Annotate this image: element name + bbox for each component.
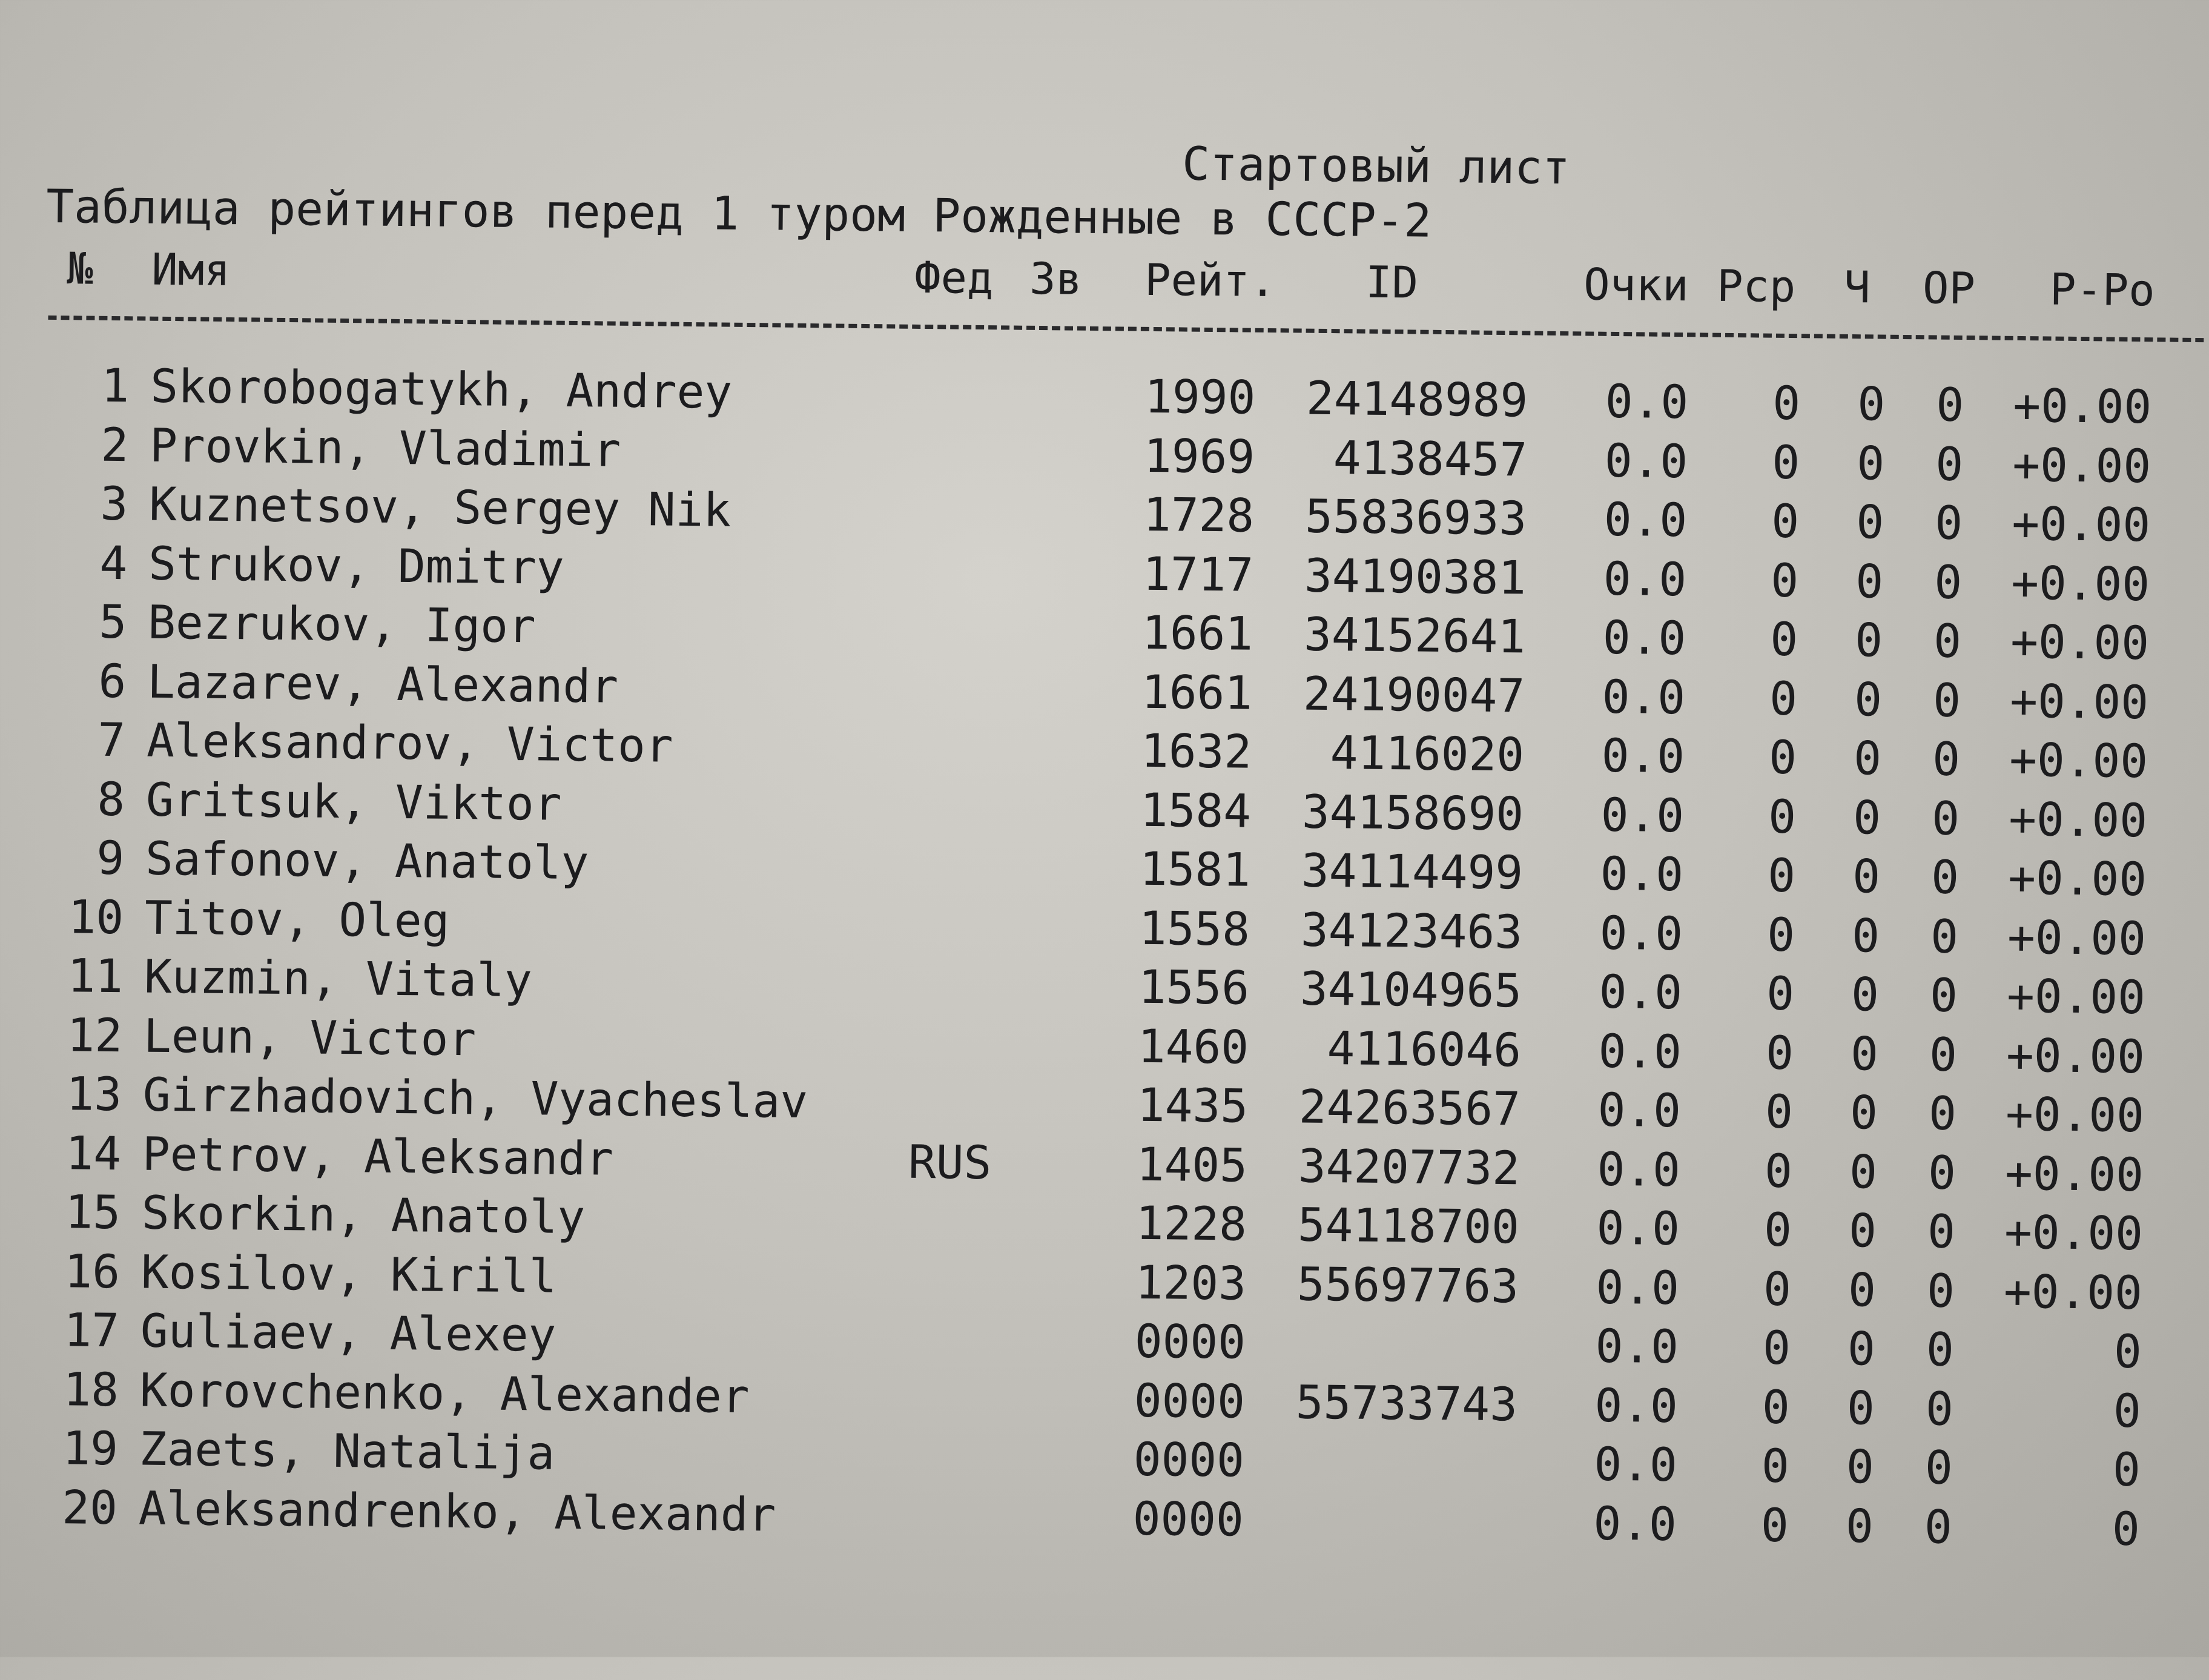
cell-name: Lazarev, Alexandr	[147, 654, 619, 713]
cell-op: 0	[1933, 555, 1963, 609]
cell-ch: 0	[1846, 1380, 1875, 1435]
cell-name: Kosilov, Kirill	[140, 1245, 557, 1303]
cell-rcp: 0	[1762, 1380, 1791, 1434]
cell-op: 0	[1927, 1204, 1956, 1258]
cell-rating: 1435	[1137, 1077, 1249, 1133]
cell-num: 12	[67, 1007, 123, 1062]
cell-rpo: +0.00	[2010, 614, 2150, 670]
cell-rcp: 0	[1766, 966, 1795, 1021]
cell-op: 0	[1932, 732, 1961, 786]
cell-ch: 0	[1854, 672, 1883, 727]
cell-name: Provkin, Vladimir	[149, 418, 621, 477]
cell-rcp: 0	[1772, 375, 1801, 431]
cell-rating: 1969	[1143, 428, 1255, 484]
cell-name: Petrov, Aleksandr	[142, 1126, 614, 1186]
cell-num: 13	[66, 1067, 122, 1122]
cell-id: 24148989	[1306, 371, 1528, 428]
cell-num: 5	[99, 594, 127, 649]
cell-points: 0.0	[1594, 1437, 1678, 1492]
cell-op: 0	[1933, 613, 1962, 668]
cell-id: 34158690	[1301, 784, 1524, 841]
cell-rcp: 0	[1761, 1438, 1790, 1493]
cell-id: 34190381	[1304, 548, 1527, 604]
cell-num: 6	[98, 653, 127, 708]
cell-rating: 0000	[1134, 1373, 1246, 1429]
cell-points: 0.0	[1602, 610, 1686, 666]
cell-name: Strukov, Dmitry	[148, 536, 565, 595]
cell-num: 10	[68, 889, 124, 944]
cell-rcp: 0	[1765, 1025, 1794, 1080]
header-id: ID	[1365, 256, 1419, 308]
cell-points: 0.0	[1603, 492, 1688, 547]
cell-id: 24263567	[1298, 1079, 1521, 1136]
cell-rpo: +0.00	[2004, 1146, 2144, 1202]
cell-points: 0.0	[1600, 787, 1685, 842]
cell-fed	[917, 367, 1038, 368]
cell-rpo: +0.00	[2006, 1028, 2145, 1083]
cell-rcp: 0	[1771, 435, 1800, 489]
cell-title	[1028, 486, 1100, 487]
cell-points: 0.0	[1595, 1318, 1679, 1374]
cell-rpo: +0.00	[2006, 968, 2146, 1025]
cell-ch: 0	[1851, 908, 1880, 963]
cell-points: 0.0	[1600, 846, 1684, 902]
cell-name: Bezrukov, Igor	[147, 595, 537, 653]
cell-rcp: 0	[1760, 1498, 1789, 1552]
cell-rpo: +0.00	[2004, 1205, 2144, 1261]
cell-rcp: 0	[1762, 1320, 1791, 1375]
cell-rpo: 0	[2112, 1501, 2141, 1556]
cell-id: 55733743	[1295, 1375, 1518, 1431]
cell-rpo: +0.00	[2009, 732, 2148, 789]
cell-rating: 1228	[1135, 1196, 1247, 1251]
cell-op: 0	[1932, 672, 1961, 727]
cell-rating: 1460	[1137, 1019, 1249, 1074]
table-header	[0, 242, 2207, 326]
cell-title	[1027, 545, 1100, 546]
cell-ch: 0	[1851, 967, 1880, 1022]
cell-name: Korovchenko, Alexander	[139, 1363, 750, 1423]
cell-op: 0	[1927, 1145, 1956, 1200]
cell-rpo: 0	[2112, 1442, 2141, 1497]
header-name: Имя	[151, 243, 231, 296]
cell-id: 4116046	[1327, 1020, 1522, 1077]
cell-points: 0.0	[1602, 669, 1686, 724]
header-title: Зв	[1029, 253, 1083, 305]
cell-ch: 0	[1855, 554, 1884, 609]
cell-ch: 0	[1854, 613, 1883, 667]
cell-op: 0	[1935, 377, 1964, 432]
cell-rpo: 0	[2113, 1324, 2142, 1379]
cell-rating: 1584	[1140, 782, 1252, 838]
header-ch: Ч	[1843, 261, 1871, 313]
cell-num: 2	[101, 417, 129, 472]
cell-rcp: 0	[1764, 1143, 1793, 1198]
cell-num: 17	[64, 1303, 120, 1358]
cell-id: 34152641	[1303, 607, 1526, 664]
cell-op: 0	[1924, 1440, 1953, 1495]
cell-id: 34104965	[1299, 961, 1522, 1018]
cell-id: 4116020	[1330, 726, 1525, 782]
header-points: Очки	[1583, 259, 1689, 311]
cell-points: 0.0	[1597, 1142, 1681, 1197]
cell-title	[1017, 1431, 1090, 1432]
cell-rcp: 0	[1766, 907, 1795, 962]
cell-ch: 0	[1847, 1321, 1876, 1376]
cell-name: Kuzmin, Vitaly	[144, 949, 533, 1008]
cell-ch: 0	[1849, 1085, 1878, 1140]
cell-rcp: 0	[1763, 1202, 1792, 1257]
header-rating: Рейт.	[1144, 254, 1276, 307]
cell-id: 54118700	[1297, 1197, 1520, 1254]
cell-rpo: +0.00	[2009, 673, 2149, 729]
cell-op: 0	[1925, 1381, 1954, 1436]
cell-id: 55836933	[1304, 489, 1527, 546]
cell-op: 0	[1928, 1086, 1957, 1140]
cell-rpo: +0.00	[2005, 1086, 2145, 1143]
cell-name: Leun, Victor	[143, 1008, 477, 1066]
page-subtitle: Таблица рейтингов перед 1 туром Рожденные в СССР-2	[45, 179, 1432, 248]
cell-ch: 0	[1850, 1026, 1879, 1081]
cell-op: 0	[1924, 1499, 1953, 1554]
cell-rating: 1203	[1135, 1255, 1247, 1311]
cell-name: Girzhadovich, Vyacheslav	[142, 1067, 808, 1129]
cell-rating: 0000	[1132, 1491, 1244, 1547]
cell-rcp: 0	[1763, 1262, 1792, 1316]
cell-ch: 0	[1857, 377, 1886, 431]
cell-rating: 1556	[1138, 959, 1250, 1015]
header-fed: Фед	[914, 251, 994, 304]
cell-points: 0.0	[1599, 905, 1683, 961]
cell-points: 0.0	[1598, 1024, 1682, 1079]
cell-op: 0	[1926, 1322, 1955, 1377]
cell-num: 1	[101, 358, 130, 413]
cell-rcp: 0	[1769, 671, 1798, 726]
cell-rpo: 0	[2113, 1383, 2142, 1438]
cell-rating: 1990	[1144, 369, 1256, 425]
cell-points: 0.0	[1603, 551, 1687, 606]
cell-rating: 0000	[1133, 1432, 1245, 1487]
cell-id: 55697763	[1296, 1257, 1519, 1313]
cell-title	[1019, 1313, 1091, 1314]
cell-id: 34114499	[1301, 843, 1524, 900]
cell-rcp: 0	[1771, 494, 1800, 549]
cell-points: 0.0	[1605, 374, 1689, 429]
cell-op: 0	[1931, 790, 1960, 845]
cell-points: 0.0	[1597, 1082, 1682, 1138]
cell-title	[1023, 899, 1096, 900]
cell-name: Aleksandrenko, Alexandr	[138, 1481, 776, 1542]
cell-ch: 0	[1856, 435, 1885, 491]
page-title: Стартовый лист	[1181, 136, 1571, 195]
cell-num: 3	[100, 476, 128, 531]
cell-rpo: +0.00	[2003, 1264, 2143, 1320]
cell-ch: 0	[1849, 1144, 1878, 1199]
cell-id: 34123463	[1300, 902, 1523, 959]
cell-rating: 0000	[1134, 1314, 1246, 1369]
cell-rpo: +0.00	[2011, 496, 2151, 552]
cell-rcp: 0	[1768, 730, 1797, 785]
cell-num: 8	[96, 772, 125, 826]
cell-num: 9	[96, 830, 125, 885]
cell-name: Skorobogatykh, Andrey	[150, 359, 733, 419]
header-rpo: Р-Ро	[2049, 263, 2156, 316]
cell-points: 0.0	[1601, 728, 1685, 784]
cell-title	[1025, 781, 1097, 782]
cell-title	[1026, 663, 1098, 664]
cell-ch: 0	[1848, 1203, 1877, 1258]
cell-name: Guliaev, Alexey	[140, 1303, 556, 1362]
cell-points: 0.0	[1604, 433, 1688, 488]
cell-title	[1022, 1017, 1094, 1018]
cell-rcp: 0	[1768, 789, 1797, 844]
cell-id: 24190047	[1303, 666, 1525, 723]
cell-name: Titov, Oleg	[144, 890, 450, 948]
cell-rating: 1661	[1141, 605, 1253, 661]
cell-title	[1028, 427, 1101, 428]
cell-rcp: 0	[1767, 848, 1796, 903]
cell-ch: 0	[1852, 790, 1881, 845]
cell-rating: 1558	[1138, 901, 1250, 956]
cell-ch: 0	[1855, 495, 1884, 549]
cell-rating: 1728	[1143, 487, 1255, 543]
cell-rpo: +0.00	[2008, 792, 2148, 847]
cell-ch: 0	[1846, 1440, 1875, 1494]
cell-ch: 0	[1852, 849, 1881, 904]
cell-ch: 0	[1845, 1498, 1874, 1553]
cell-title	[1026, 604, 1099, 605]
cell-num: 14	[65, 1125, 122, 1180]
cell-rating: 1632	[1140, 723, 1252, 779]
cell-points: 0.0	[1596, 1260, 1680, 1315]
cell-rating: 1581	[1139, 841, 1251, 897]
cell-num: 4	[99, 535, 128, 590]
cell-rcp: 0	[1770, 553, 1799, 607]
cell-num: 7	[97, 712, 126, 767]
cell-num: 11	[67, 948, 124, 1004]
cell-rpo: +0.00	[2010, 555, 2150, 611]
cell-rpo: +0.00	[2007, 910, 2147, 965]
cell-id: 34207732	[1298, 1139, 1521, 1195]
cell-name: Skorkin, Anatoly	[141, 1185, 586, 1245]
cell-num: 16	[64, 1243, 121, 1298]
cell-points: 0.0	[1599, 964, 1683, 1020]
cell-rating: 1661	[1141, 664, 1253, 720]
cell-rpo: +0.00	[2007, 850, 2147, 907]
cell-id: 4138457	[1333, 430, 1528, 486]
cell-points: 0.0	[1594, 1378, 1679, 1433]
cell-num: 15	[65, 1185, 121, 1240]
cell-name: Zaets, Natalija	[139, 1421, 555, 1480]
table-body	[0, 357, 2205, 1561]
cell-name: Safonov, Anatoly	[145, 831, 589, 890]
cell-ch: 0	[1847, 1262, 1877, 1317]
cell-name: Aleksandrov, Victor	[146, 713, 674, 773]
header-op: ОР	[1922, 262, 1976, 314]
cell-ch: 0	[1853, 731, 1882, 785]
cell-name: Gritsuk, Viktor	[145, 772, 562, 831]
header-num: №	[66, 243, 94, 294]
cell-op: 0	[1926, 1263, 1955, 1318]
cell-fed: RUS	[908, 1134, 992, 1189]
cell-op: 0	[1930, 850, 1960, 904]
cell-title	[1020, 1195, 1092, 1196]
cell-name: Kuznetsov, Sergey Nik	[148, 477, 731, 537]
cell-points: 0.0	[1593, 1496, 1677, 1551]
cell-op: 0	[1930, 908, 1959, 964]
cell-num: 20	[61, 1480, 118, 1535]
cell-op: 0	[1934, 495, 1963, 550]
cell-rpo: +0.00	[2012, 378, 2152, 434]
cell-rating: 1717	[1142, 546, 1254, 602]
cell-op: 0	[1935, 437, 1964, 491]
cell-points: 0.0	[1596, 1200, 1680, 1256]
cell-op: 0	[1929, 1027, 1958, 1082]
cell-op: 0	[1929, 968, 1958, 1022]
cell-num: 19	[62, 1421, 119, 1476]
header-rcp: Рср	[1716, 260, 1796, 313]
cell-rpo: +0.00	[2012, 437, 2151, 493]
cell-rating: 1405	[1136, 1137, 1248, 1192]
cell-title	[1029, 368, 1101, 369]
cell-rcp: 0	[1769, 612, 1798, 667]
cell-num: 18	[63, 1361, 119, 1417]
cell-rcp: 0	[1765, 1084, 1794, 1139]
